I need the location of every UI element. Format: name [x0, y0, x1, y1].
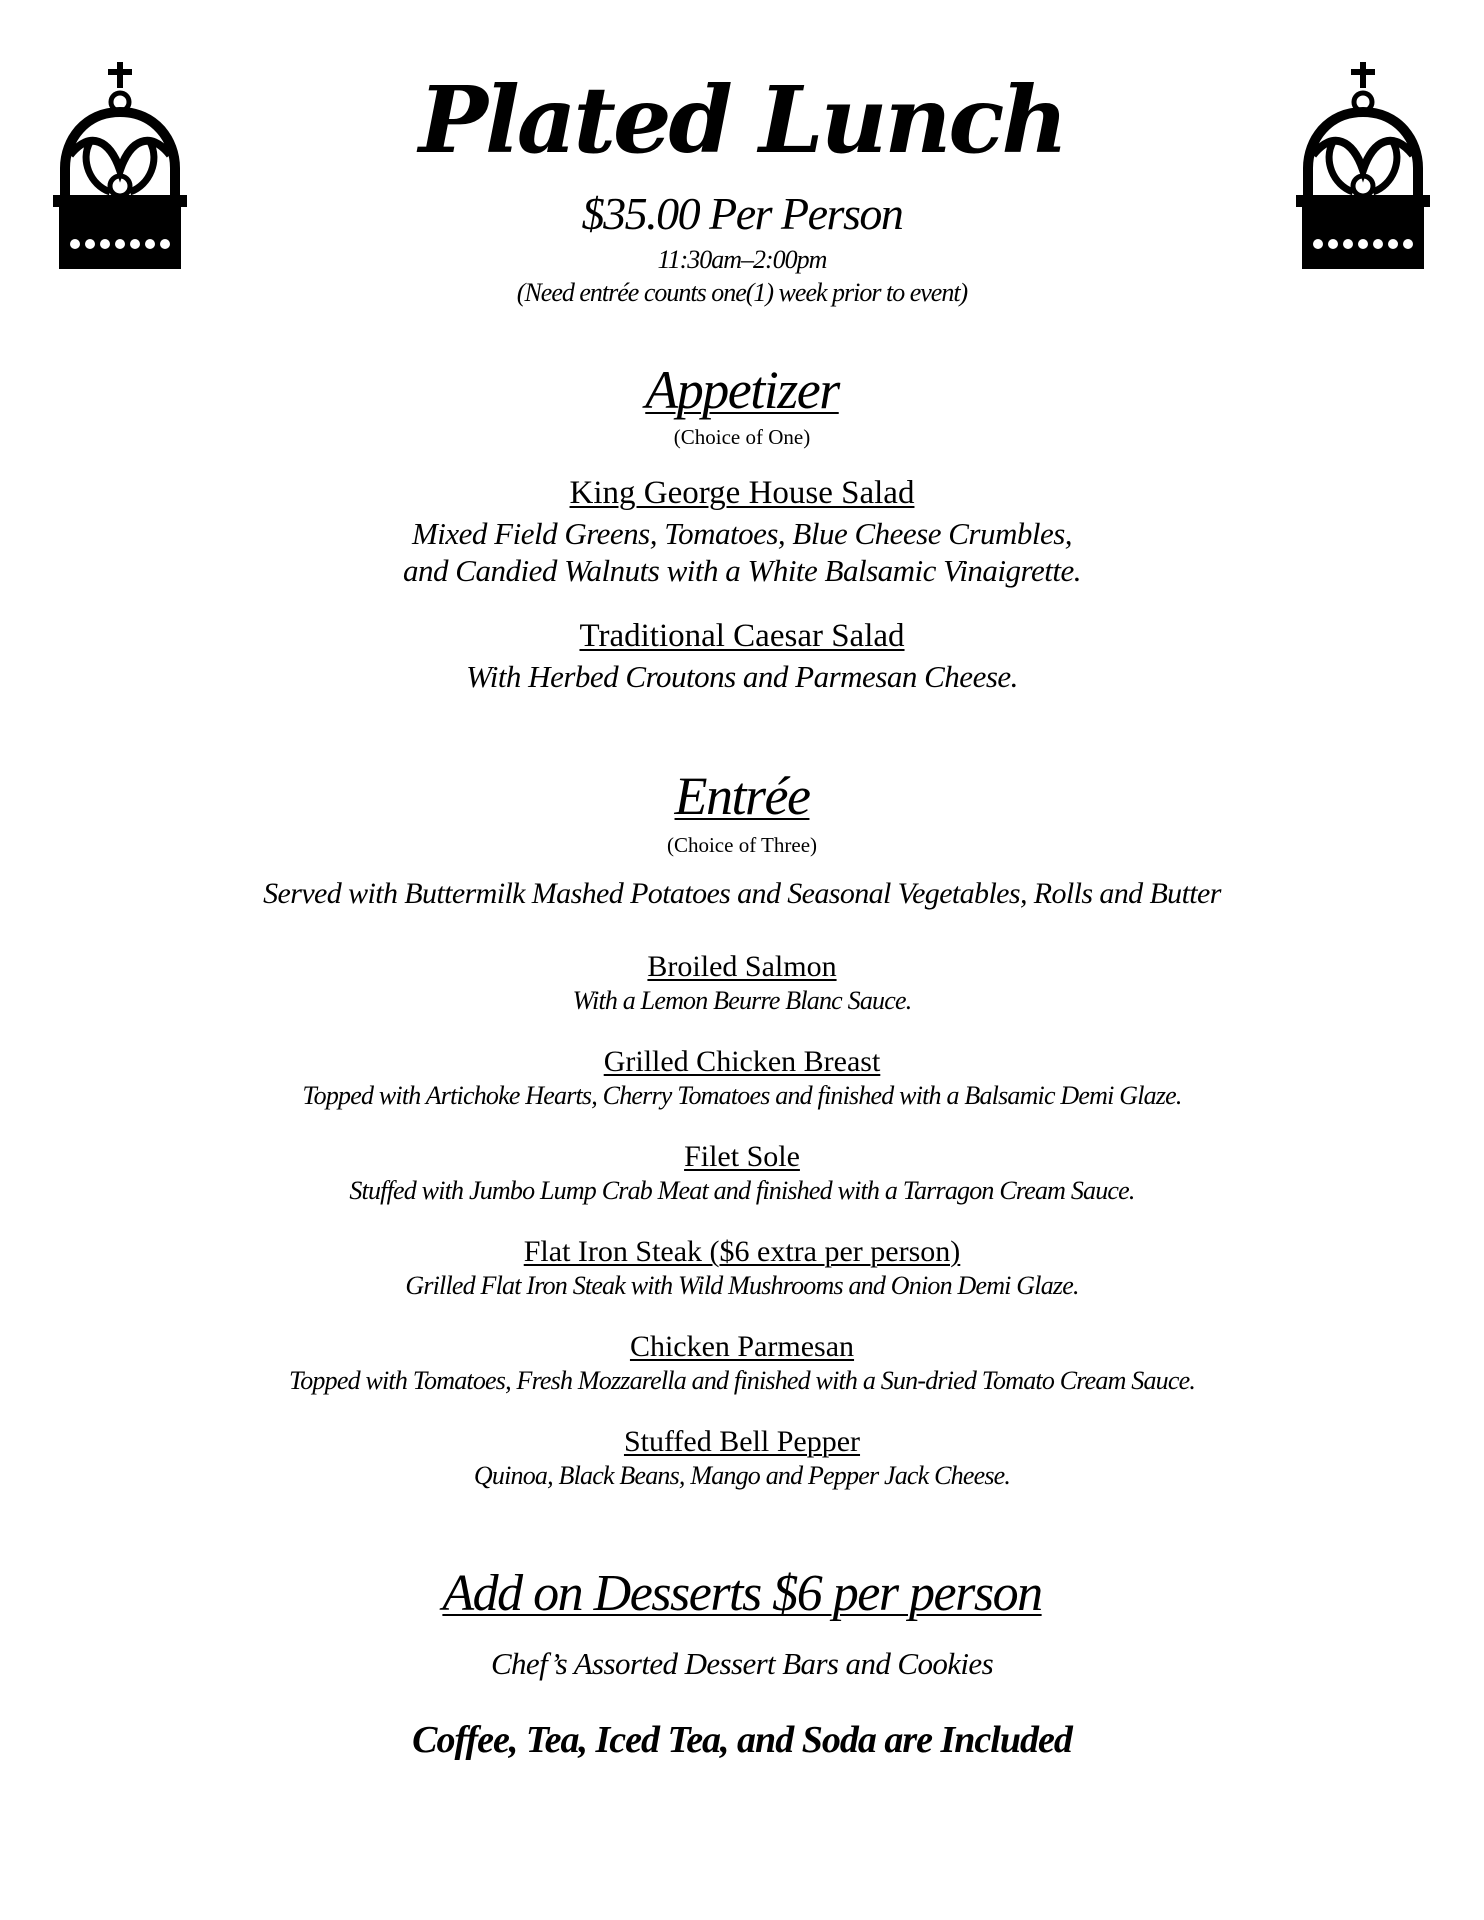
entree-heading: Entrée [674, 766, 810, 826]
desserts-heading: Add on Desserts $6 per person [442, 1565, 1042, 1622]
price-per-person: $35.00 Per Person [581, 188, 903, 239]
entree-choice-note: (Choice of Three) [666, 833, 818, 857]
desserts-desc: Chef’s Assorted Dessert Bars and Cookies [490, 1646, 994, 1681]
page-title: Plated Lunch [418, 66, 1066, 174]
entree-count-note: (Need entrée counts one(1) week prior to event) [516, 278, 968, 307]
entree-served-with: Served with Buttermilk Mashed Potatoes and Seasonal Vegetables, Rolls and Butter [263, 877, 1221, 910]
appetizer-item-desc: and Candied Walnuts with a White Balsamic Vinaigrette. [403, 553, 1081, 588]
entree-item-name: Stuffed Bell Pepper [623, 1425, 861, 1458]
appetizer-item-desc: With Herbed Croutons and Parmesan Cheese. [466, 659, 1018, 694]
entree-item-name: Chicken Parmesan [629, 1330, 855, 1363]
entree-item-name: Broiled Salmon [647, 950, 837, 983]
entree-item-desc: Stuffed with Jumbo Lump Crab Meat and finished with a Tarragon Cream Sauce. [349, 1176, 1135, 1205]
entree-item-desc: Quinoa, Black Beans, Mango and Pepper Jack Cheese. [473, 1461, 1011, 1490]
entree-item-name: Grilled Chicken Breast [603, 1045, 881, 1078]
entree-item-name: Filet Sole [684, 1140, 800, 1173]
service-hours: 11:30am–2:00pm [657, 245, 827, 274]
entree-item-name: Flat Iron Steak ($6 extra per person) [523, 1235, 961, 1268]
entree-item-desc: Grilled Flat Iron Steak with Wild Mushrooms and Onion Demi Glaze. [405, 1271, 1079, 1300]
appetizer-item-name: Traditional Caesar Salad [579, 618, 905, 654]
appetizer-item-name: King George House Salad [569, 475, 915, 511]
entree-item-desc: Topped with Artichoke Hearts, Cherry Tomatoes and finished with a Balsamic Demi Glaze. [302, 1081, 1182, 1110]
appetizer-item-desc: Mixed Field Greens, Tomatoes, Blue Cheese Crumbles, [411, 516, 1073, 551]
appetizer-choice-note: (Choice of One) [673, 425, 811, 449]
appetizer-heading: Appetizer [645, 360, 839, 420]
beverages-included: Coffee, Tea, Iced Tea, and Soda are Included [412, 1719, 1072, 1761]
entree-item-desc: Topped with Tomatoes, Fresh Mozzarella and finished with a Sun-dried Tomato Cream Sauce. [288, 1366, 1196, 1395]
entree-item-desc: With a Lemon Beurre Blanc Sauce. [572, 986, 912, 1015]
